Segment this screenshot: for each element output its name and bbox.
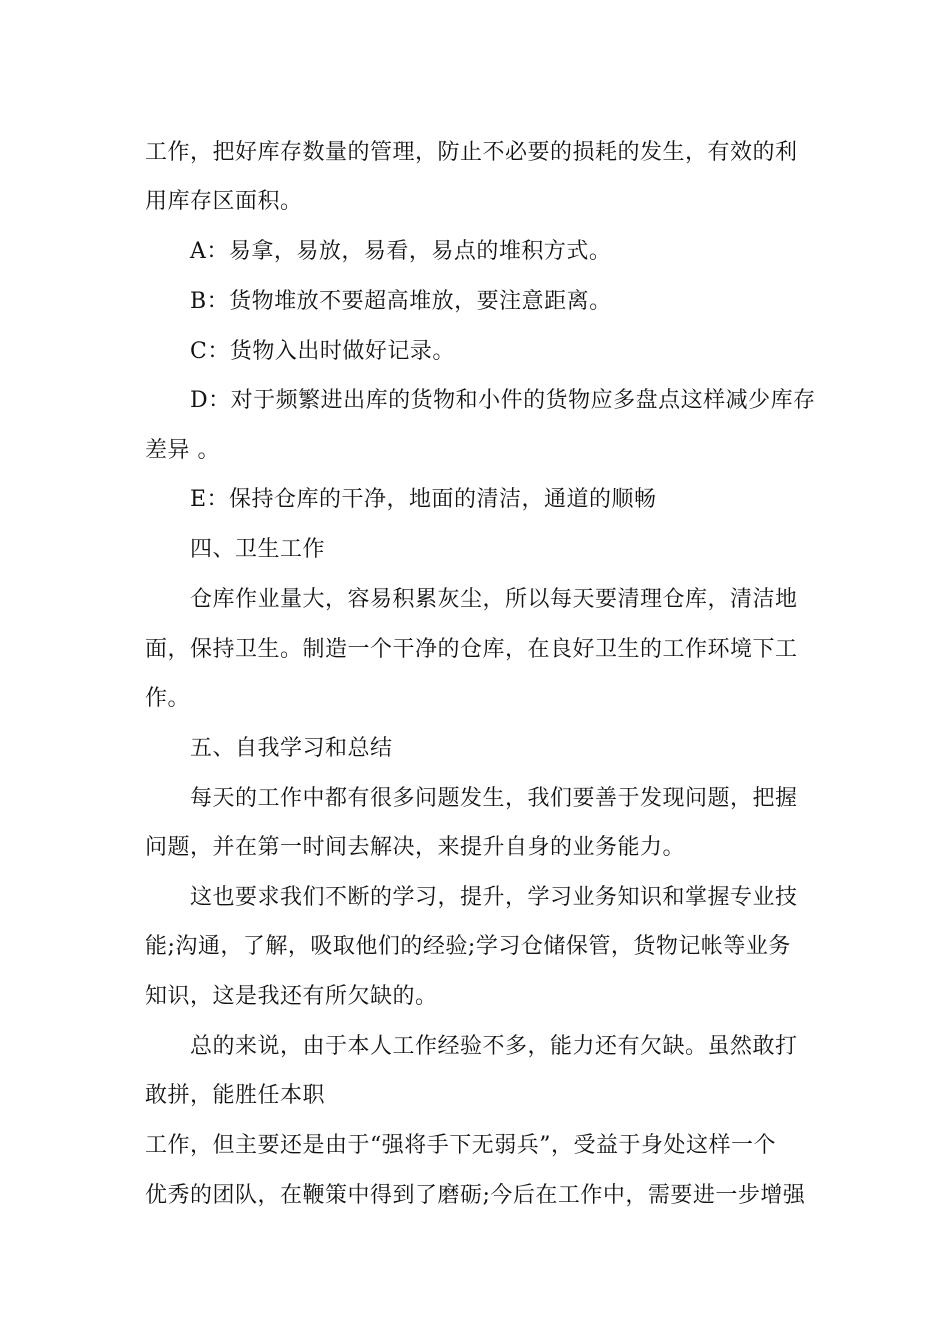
- section-heading-self-study: 五、自我学习和总结: [190, 736, 393, 761]
- paragraph-line: 作。: [145, 686, 191, 711]
- paragraph-line: 敢拼，能胜任本职: [145, 1083, 326, 1108]
- paragraph-line: 工作，但主要还是由于“强将手下无弱兵”，受益于身处这样一个: [145, 1133, 776, 1158]
- list-item-a: A：易拿，易放，易看，易点的堆积方式。: [190, 239, 612, 264]
- paragraph-line: 仓库作业量大，容易积累灰尘，所以每天要清理仓库，清洁地: [190, 587, 798, 612]
- text-line: 工作，把好库存数量的管理，防止不必要的损耗的发生，有效的利: [145, 140, 798, 165]
- list-item-b: B：货物堆放不要超高堆放，要注意距离。: [190, 289, 612, 314]
- paragraph-line: 总的来说，由于本人工作经验不多，能力还有欠缺。虽然敢打: [190, 1034, 798, 1059]
- list-item-c: C：货物入出时做好记录。: [190, 339, 455, 364]
- paragraph-line: 优秀的团队，在鞭策中得到了磨砺;今后在工作中，需要进一步增强: [145, 1183, 806, 1208]
- list-item-d: D：对于频繁进出库的货物和小件的货物应多盘点这样减少库存: [190, 388, 816, 413]
- paragraph-line: 问题，并在第一时间去解决，来提升自身的业务能力。: [145, 835, 686, 860]
- text-line: 用库存区面积。: [145, 189, 303, 214]
- paragraph-line: 每天的工作中都有很多问题发生，我们要善于发现问题，把握: [190, 786, 798, 811]
- paragraph-line: 这也要求我们不断的学习，提升，学习业务知识和掌握专业技: [190, 885, 798, 910]
- paragraph-line: 能;沟通，了解，吸取他们的经验;学习仓储保管，货物记帐等业务: [145, 934, 791, 959]
- text-line: 差异 。: [145, 438, 220, 463]
- paragraph-line: 知识，这是我还有所欠缺的。: [145, 984, 438, 1009]
- list-item-e: E：保持仓库的干净，地面的清洁，通道的顺畅: [190, 487, 657, 512]
- paragraph-line: 面，保持卫生。制造一个干净的仓库，在良好卫生的工作环境下工: [145, 637, 798, 662]
- section-heading-hygiene: 四、卫生工作: [190, 537, 326, 562]
